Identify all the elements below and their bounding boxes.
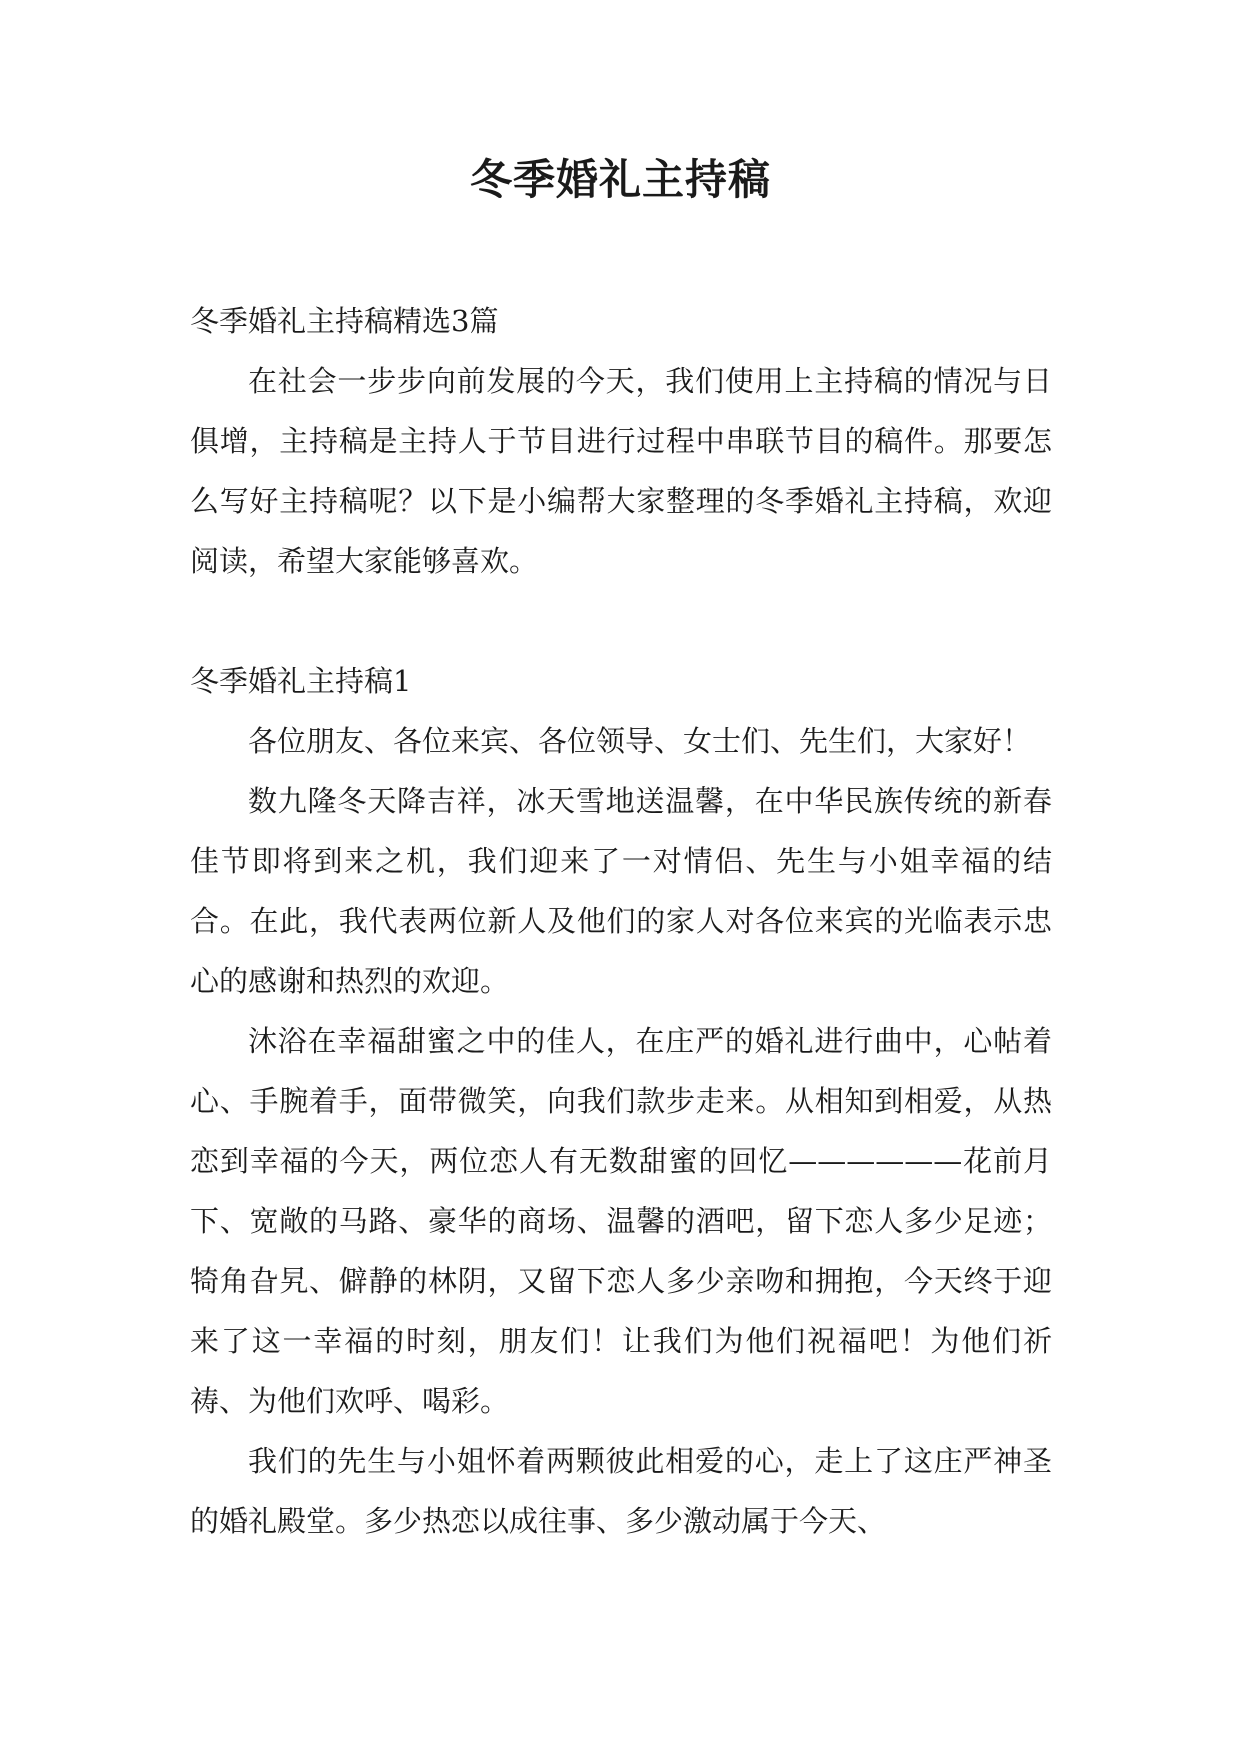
document-title: 冬季婚礼主持稿 — [469, 155, 771, 204]
document-body — [190, 291, 1052, 1551]
paragraph: 沐浴在幸福甜蜜之中的佳人，在庄严的婚礼进行曲中，心帖着心、手腕着手，面带微笑，向我们款步走来。从相知到相爱，从热恋到幸福的今天，两位恋人有无数甜蜜的回忆——————花前月下、宽敞的马路、豪华的商场、温馨的酒吧，留下恋人多少足迹；犄角旮旯、僻静的林阴，又留下恋人多少亲吻和拥抱，今天终于迎来了这一幸福的时刻，朋友们！让我们为他们祝福吧！为他们祈祷、为他们欢呼、喝彩。 — [190, 1024, 1052, 1418]
paragraph: 在社会一步步向前发展的今天，我们使用上主持稿的情况与日俱增，主持稿是主持人于节目进行过程中串联节目的稿件。那要怎么写好主持稿呢？以下是小编帮大家整理的冬季婚礼主持稿，欢迎阅读，希望大家能够喜欢。 — [190, 364, 1052, 578]
paragraph: 各位朋友、各位来宾、各位领导、女士们、先生们，大家好！ — [248, 724, 1032, 758]
paragraph: 数九隆冬天降吉祥，冰天雪地送温馨，在中华民族传统的新春佳节即将到来之机，我们迎来了一对情侣、先生与小姐幸福的结合。在此，我代表两位新人及他们的家人对各位来宾的光临表示忠心的感谢和热烈的欢迎。 — [190, 784, 1052, 998]
section-heading: 冬季婚礼主持稿1 — [190, 664, 412, 698]
section-heading: 冬季婚礼主持稿精选3篇 — [190, 304, 499, 338]
paragraph: 我们的先生与小姐怀着两颗彼此相爱的心，走上了这庄严神圣的婚礼殿堂。多少热恋以成往事、多少激动属于今天、 — [190, 1444, 1052, 1538]
